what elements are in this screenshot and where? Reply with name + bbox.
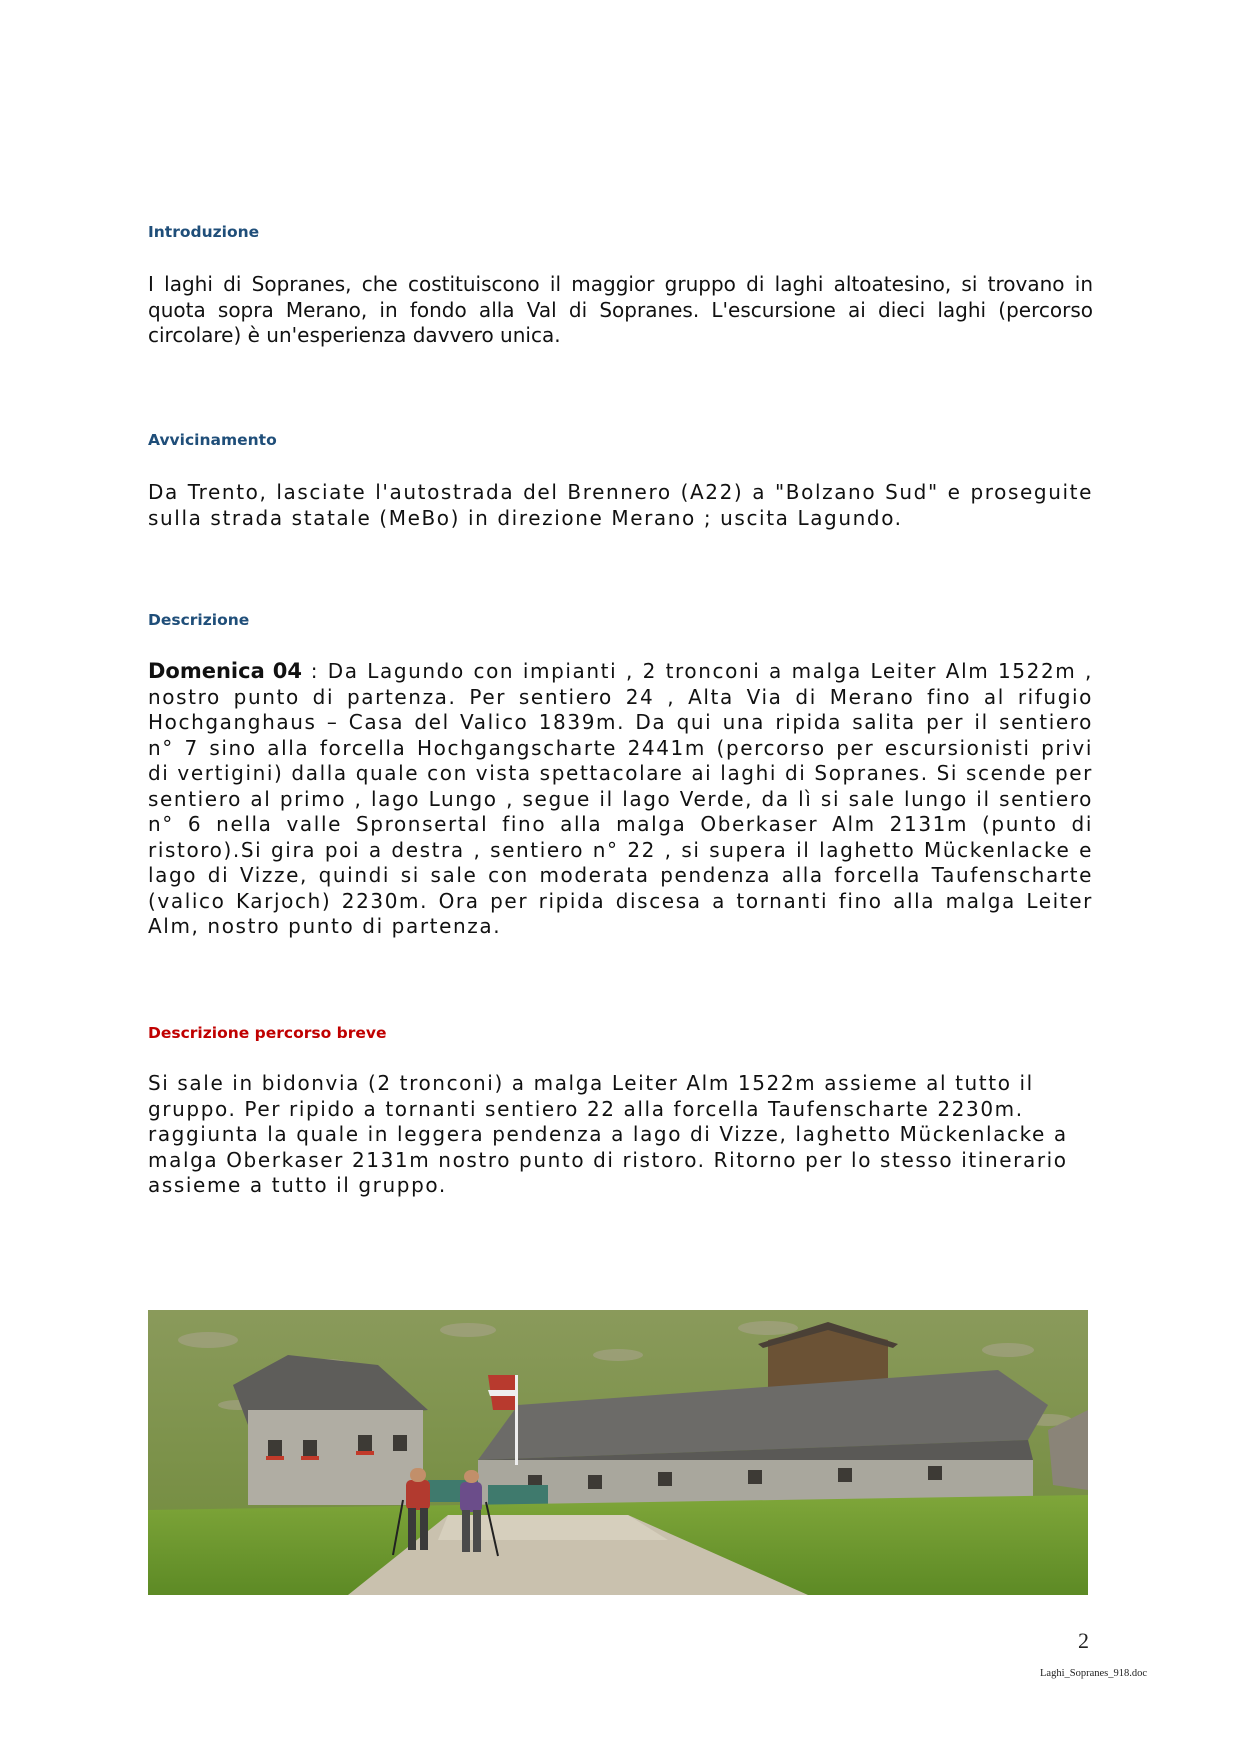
short-route-paragraph: Si sale in bidonvia (2 tronconi) a malga Leiter Alm 1522m assieme al tutto il gruppo. Per ripido a tornanti sentiero 22 alla forcella Taufenscharte 2230m. raggiunta la quale in leggera pendenza a lago di Vizze, laghetto Mückenlacke a malga Oberkaser 2131m nostro punto di ristoro. Ritorno per lo stesso itinerario assieme a tutto il gruppo. [148,1071,1068,1197]
footer-filename: Laghi_Sopranes_918.doc [1040,1668,1148,1679]
intro-heading: Introduzione [148,223,260,241]
short-route-heading: Descrizione percorso breve [148,1024,387,1042]
page-number: 2 [1078,1628,1089,1653]
approach-heading: Avvicinamento [148,431,277,449]
description-heading: Descrizione [148,611,250,629]
description-lead: Domenica 04 [148,659,303,683]
intro-paragraph: I laghi di Sopranes, che costituiscono il maggior gruppo di laghi altoatesino, si trovano in quota sopra Merano, in fondo alla Val di Sopranes. L'escursione ai dieci laghi (percorso circolare) è un'esperienza davvero unica. [148,272,1093,347]
description-body: : Da Lagundo con impianti , 2 tronconi a malga Leiter Alm 1522m , nostro punto di partenza. Per sentiero 24 , Alta Via di Merano fino al rifugio Hochganghaus – Casa del Valico 1839m. Da qui una ripida salita per il sentiero n° 7 sino alla forcella Hochgangscharte 2441m (percorso per escursionisti privi di vertigini) dalla quale con vista spettacolare ai laghi di Sopranes. Si scende per sentiero al primo , lago Lungo , segue il lago Verde, da lì si sale lungo il sentiero n° 6 nella valle Spronsertal fino alla malga Oberkaser Alm 2131m (punto di ristoro).Si gira poi a destra , sentiero n° 22 , si supera il laghetto Mückenlacke e lago di Vizze, quindi si sale con moderata pendenza alla forcella Taufenscharte (valico Karjoch) 2230m. Ora per ripida discesa a tornanti fino alla malga Leiter Alm, nostro punto di partenza. [148,659,1094,938]
mountain-hut-photo [148,1310,1088,1595]
approach-paragraph: Da Trento, lasciate l'autostrada del Brennero (A22) a "Bolzano Sud" e proseguite sulla strada statale (MeBo) in direzione Merano ; uscita Lagundo. [148,480,1093,530]
mountain-hut-illustration [148,1310,1088,1595]
description-paragraph [148,659,1093,940]
